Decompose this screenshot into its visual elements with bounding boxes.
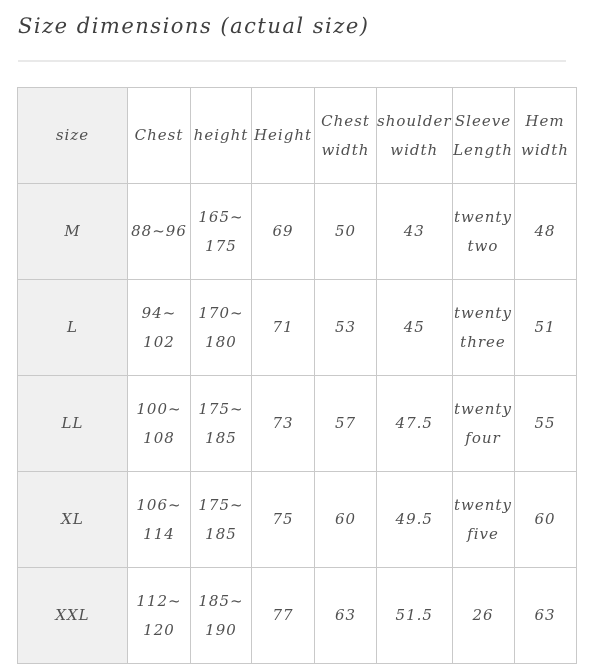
- table-row: [18, 280, 577, 376]
- table-cell-sleeve-length: twenty two: [452, 184, 514, 280]
- table-cell-sleeve-length: twenty five: [452, 472, 514, 568]
- table-cell-shoulder-width: 51.5: [377, 568, 453, 664]
- table-cell-shoulder-width: 49.5: [377, 472, 453, 568]
- table-cell-size: XL: [18, 472, 128, 568]
- table-cell-size: L: [18, 280, 128, 376]
- table-cell-height: 175~ 185: [191, 376, 252, 472]
- size-table: [17, 87, 577, 664]
- table-cell-chest-width: 57: [315, 376, 377, 472]
- table-row: [18, 472, 577, 568]
- title-divider: [18, 60, 566, 62]
- table-cell-sleeve-length: twenty four: [452, 376, 514, 472]
- table-cell-garment-height: 71: [252, 280, 315, 376]
- table-cell-size: XXL: [18, 568, 128, 664]
- table-cell-chest-width: 60: [315, 472, 377, 568]
- header-cell-height: height: [191, 88, 252, 184]
- table-cell-shoulder-width: 45: [377, 280, 453, 376]
- table-cell-height: 185~ 190: [191, 568, 252, 664]
- table-cell-garment-height: 77: [252, 568, 315, 664]
- table-cell-garment-height: 73: [252, 376, 315, 472]
- table-row: [18, 184, 577, 280]
- table-cell-height: 175~ 185: [191, 472, 252, 568]
- header-cell-chest: Chest: [128, 88, 191, 184]
- table-cell-chest: 94~ 102: [128, 280, 191, 376]
- table-row: [18, 568, 577, 664]
- header-cell-chest-width: Chest width: [315, 88, 377, 184]
- table-cell-chest-width: 63: [315, 568, 377, 664]
- table-cell-height: 165~ 175: [191, 184, 252, 280]
- table-cell-chest: 100~ 108: [128, 376, 191, 472]
- table-cell-height: 170~ 180: [191, 280, 252, 376]
- header-row: [18, 88, 577, 184]
- header-cell-hem-width: Hem width: [514, 88, 576, 184]
- table-cell-shoulder-width: 47.5: [377, 376, 453, 472]
- table-row: [18, 376, 577, 472]
- table-cell-chest: 112~ 120: [128, 568, 191, 664]
- table-cell-size: M: [18, 184, 128, 280]
- table-body: [18, 184, 577, 664]
- table-cell-chest: 106~ 114: [128, 472, 191, 568]
- table-cell-chest-width: 53: [315, 280, 377, 376]
- table-cell-hem-width: 60: [514, 472, 576, 568]
- table-cell-sleeve-length: 26: [452, 568, 514, 664]
- table-cell-shoulder-width: 43: [377, 184, 453, 280]
- table-cell-hem-width: 63: [514, 568, 576, 664]
- table-cell-hem-width: 55: [514, 376, 576, 472]
- table-cell-garment-height: 75: [252, 472, 315, 568]
- table-cell-chest-width: 50: [315, 184, 377, 280]
- table-cell-sleeve-length: twenty three: [452, 280, 514, 376]
- header-cell-garment-height: Height: [252, 88, 315, 184]
- table-cell-size: LL: [18, 376, 128, 472]
- table-cell-garment-height: 69: [252, 184, 315, 280]
- table-cell-chest: 88~96: [128, 184, 191, 280]
- header-cell-shoulder-width: shoulder width: [377, 88, 453, 184]
- table-cell-hem-width: 48: [514, 184, 576, 280]
- header-cell-sleeve-length: Sleeve Length: [452, 88, 514, 184]
- page-title: Size dimensions (actual size): [18, 14, 370, 38]
- header-cell-size: size: [18, 88, 128, 184]
- table-cell-hem-width: 51: [514, 280, 576, 376]
